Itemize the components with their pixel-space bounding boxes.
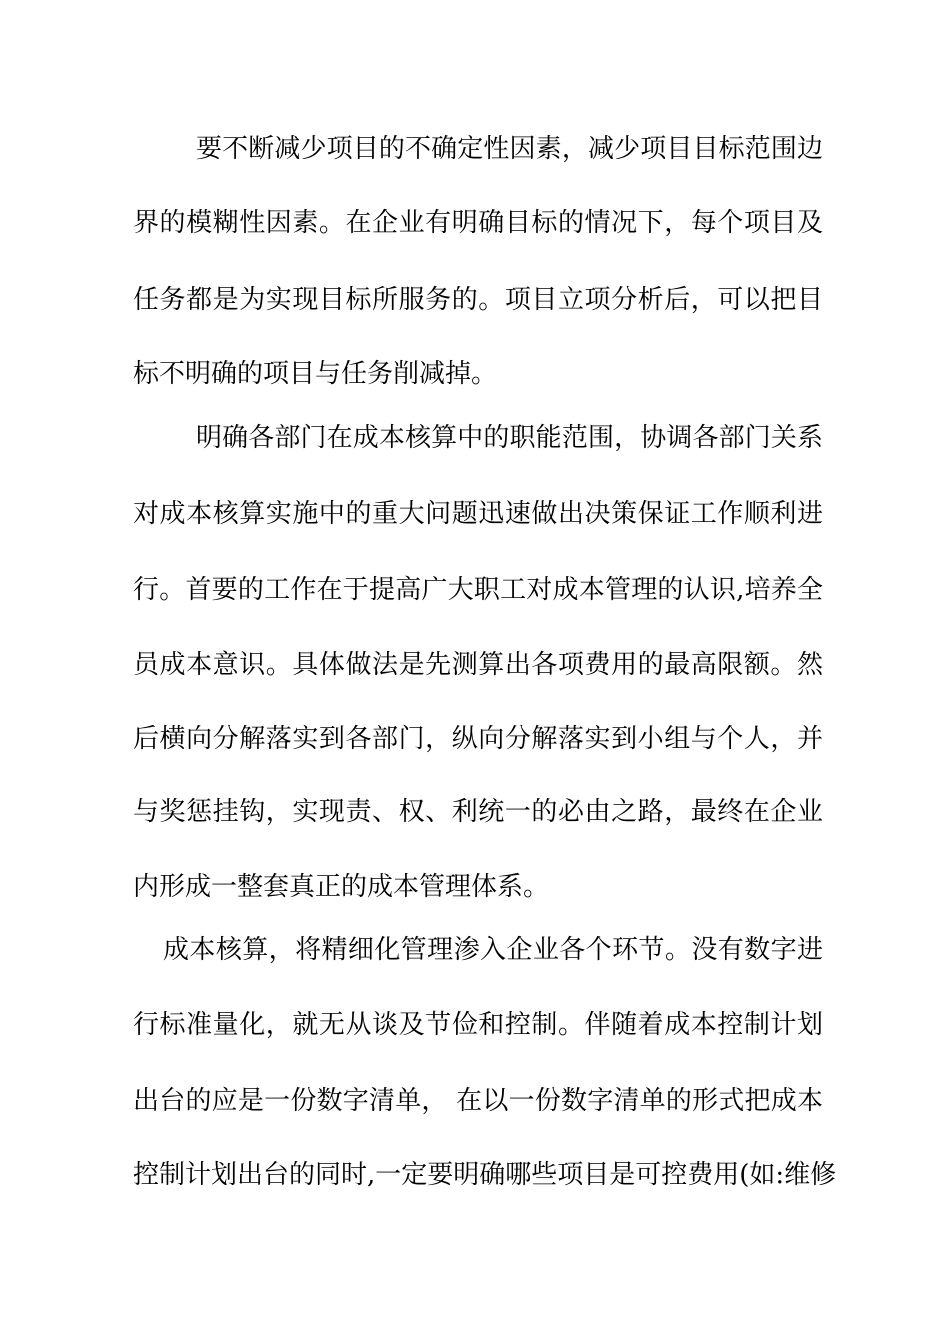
paragraph-1-line-4: 标不明确的项目与任务削减掉。	[133, 359, 498, 389]
paragraph-1-line-2: 界的模糊性因素。在企业有明确目标的情况下，每个项目及	[133, 208, 823, 238]
paragraph-3-line-2: 行标准量化，就无从谈及节俭和控制。伴随着成本控制计划	[133, 1010, 823, 1040]
paragraph-2-line-3: 行。首要的工作在于提高广大职工对成本管理的认识,培养全	[133, 575, 823, 605]
paragraph-3-line-3: 出台的应是一份数字清单， 在以一份数字清单的形式把成本	[133, 1086, 823, 1116]
paragraph-2-line-1: 明确各部门在成本核算中的职能范围，协调各部门关系	[196, 423, 823, 453]
paragraph-1-line-3: 任务都是为实现目标所服务的。项目立项分析后，可以把目	[133, 285, 823, 315]
paragraph-2-line-6: 与奖惩挂钩，实现责、权、利统一的必由之路，最终在企业	[133, 797, 823, 827]
paragraph-2-line-2: 对成本核算实施中的重大问题迅速做出决策保证工作顺利进	[133, 499, 823, 529]
paragraph-2-line-7: 内形成一整套真正的成本管理体系。	[133, 872, 550, 902]
paragraph-3-line-4: 控制计划出台的同时,一定要明确哪些项目是可控费用(如:维修	[133, 1160, 837, 1190]
paragraph-2-line-4: 员成本意识。具体做法是先测算出各项费用的最高限额。然	[133, 650, 823, 680]
paragraph-3-line-1: 成本核算，将精细化管理渗入企业各个环节。没有数字进	[163, 935, 823, 965]
paragraph-1-line-1: 要不断减少项目的不确定性因素，减少项目目标范围边	[196, 134, 823, 164]
paragraph-2-line-5: 后横向分解落实到各部门，纵向分解落实到小组与个人，并	[133, 724, 823, 754]
